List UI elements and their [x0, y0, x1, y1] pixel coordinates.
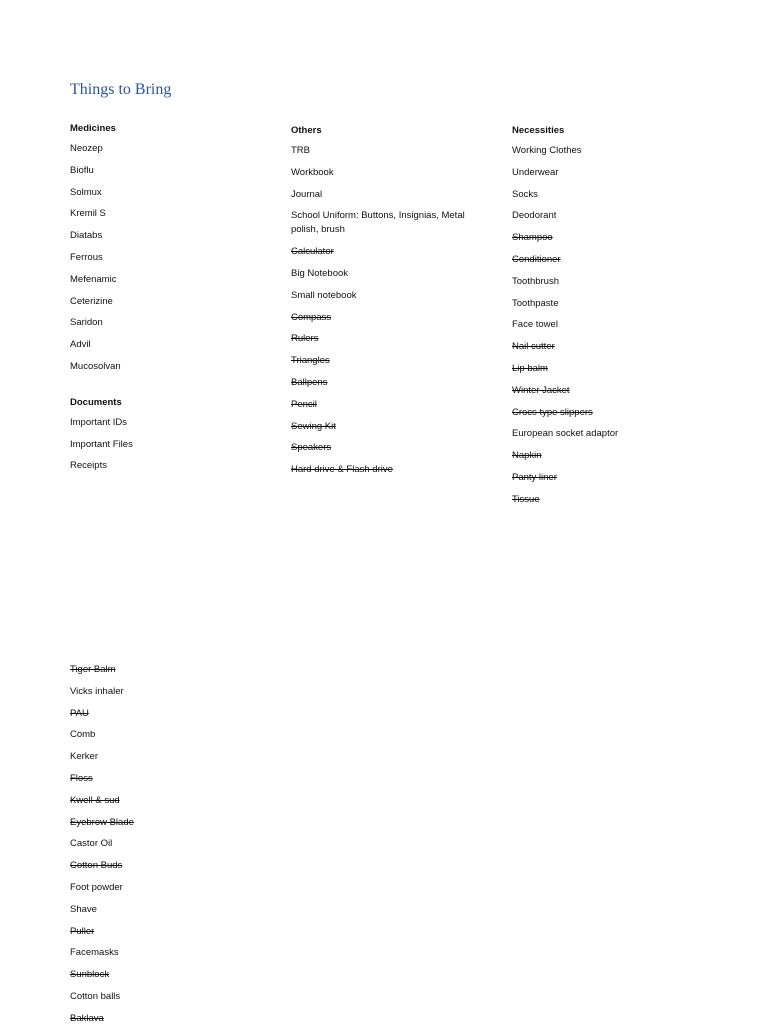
others-column [291, 121, 491, 482]
list-item: Saridon [70, 317, 103, 329]
list-item: Mucosolvan [70, 360, 121, 372]
list-item: Conditioner [512, 253, 561, 265]
list-item: Ferrous [70, 251, 103, 263]
list-item: Tissue [512, 493, 540, 505]
list-item: Mefenamic [70, 273, 117, 285]
list-item: Cotton balls [70, 990, 121, 1002]
list-item: Ceterizine [70, 295, 113, 307]
list-item: Crocs type slippers [512, 406, 593, 418]
list-item: Shampoo [512, 232, 553, 244]
list-item: Comb [70, 729, 96, 741]
necessities-heading: Necessities [512, 125, 565, 136]
list-item: Socks [512, 188, 538, 200]
list-item: Panty liner [512, 471, 557, 483]
list-item: Tiger Balm [70, 664, 116, 675]
necessities-column [512, 121, 732, 512]
list-item: Solmux [70, 186, 102, 198]
documents-list [70, 413, 270, 478]
list-item: Cotton Buds [70, 860, 123, 872]
list-item: Small notebook [291, 289, 357, 301]
list-item: Triangles [291, 355, 330, 367]
medicines-list [70, 139, 270, 379]
list-item: Shave [70, 903, 97, 915]
list-item: Eyebrow Blade [70, 816, 134, 828]
list-item: Advil [70, 339, 91, 351]
list-item: Lip balm [512, 362, 548, 374]
list-item: Baklava [70, 1012, 104, 1024]
section-spacer [70, 379, 270, 393]
others-list [291, 141, 491, 482]
list-item: Napkin [512, 450, 542, 462]
documents-heading: Documents [70, 396, 122, 408]
extras-list [70, 660, 270, 1031]
list-item: PAU [70, 707, 89, 719]
list-item: European socket adaptor [512, 428, 619, 440]
list-item: TRB [291, 145, 310, 156]
list-item: Sunblock [70, 969, 110, 981]
list-item: Compass [291, 311, 332, 323]
list-item: Bioflu [70, 164, 94, 176]
list-item: Face towel [512, 319, 558, 331]
list-item: Calculator [291, 246, 334, 258]
medicines-heading: Medicines [70, 123, 116, 134]
list-item: Toothpaste [512, 297, 559, 309]
list-item: Foot powder [70, 881, 123, 893]
list-item: Kremil S [70, 208, 106, 220]
list-item: Big Notebook [291, 267, 349, 279]
list-item: Speakers [291, 442, 332, 454]
list-item: Ballpens [291, 376, 328, 388]
list-item: Kwell & sud [70, 794, 120, 806]
list-item: Working Clothes [512, 145, 582, 156]
list-item: Workbook [291, 166, 334, 178]
list-item: Hard drive & Flash drive [291, 464, 393, 476]
list-item: Floss [70, 772, 93, 784]
list-item: Journal [291, 188, 323, 200]
others-heading: Others [291, 125, 322, 136]
list-item: Important Files [70, 438, 133, 450]
list-item: Rulers [291, 333, 319, 345]
list-item: Toothbrush [512, 275, 560, 287]
list-item: Underwear [512, 166, 559, 178]
list-item: Receipts [70, 460, 107, 472]
list-item: Diatabs [70, 230, 103, 242]
list-item: Nail cutter [512, 341, 555, 353]
list-item: Vicks inhaler [70, 685, 124, 697]
list-item: Castor Oil [70, 838, 113, 850]
list-item: Neozep [70, 143, 103, 154]
list-item: Puller [70, 925, 95, 937]
medicines-column [70, 119, 270, 478]
list-item: Pencil [291, 398, 317, 410]
extras-column [70, 660, 270, 1031]
list-item: Important IDs [70, 416, 128, 428]
list-item: Sewing Kit [291, 420, 336, 432]
list-item: School Uniform: Buttons, Insignias, Metal polish, brush [291, 210, 465, 236]
list-item: Kerker [70, 751, 98, 763]
list-item: Deodorant [512, 210, 557, 222]
necessities-list [512, 141, 732, 512]
list-item: Facemasks [70, 947, 119, 959]
page-title: Things to Bring [70, 81, 172, 98]
list-item: Winter Jacket [512, 384, 570, 396]
